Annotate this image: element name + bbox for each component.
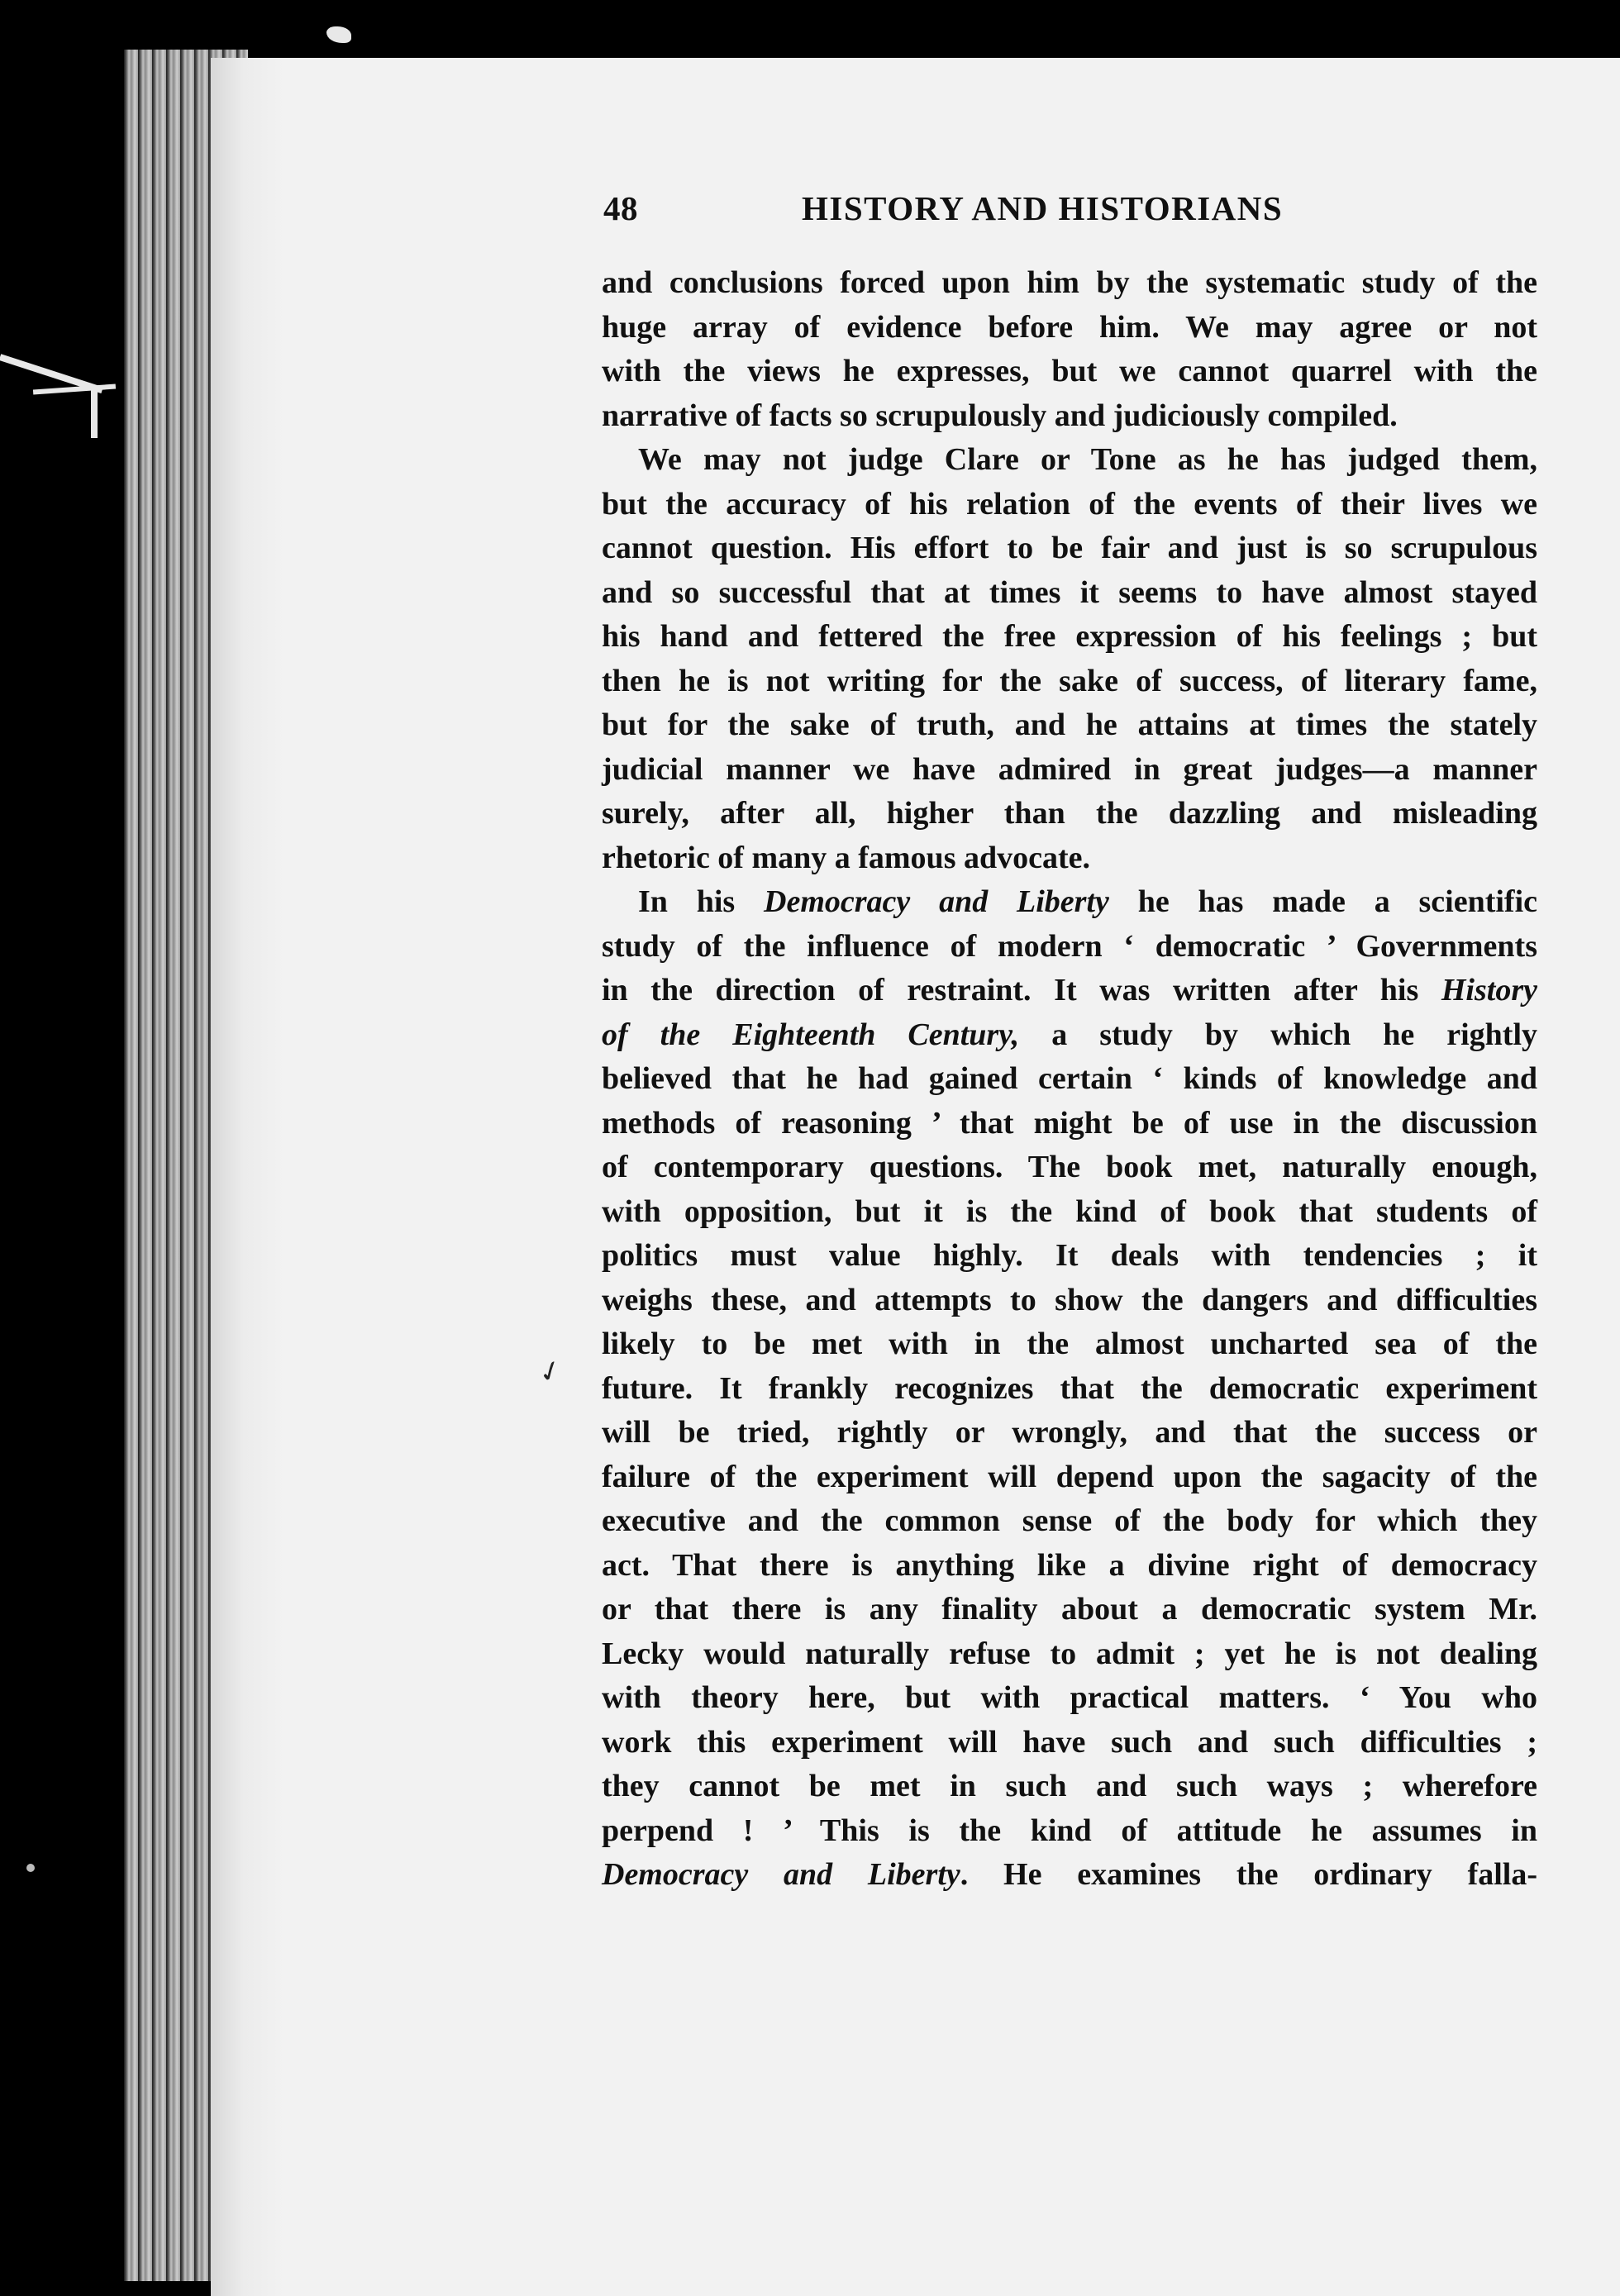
text-line: weighs these, and attempts to show the dangers and difficulties xyxy=(602,1282,1537,1317)
text-line: We may not judge Clare or Tone as he has judged them, xyxy=(638,442,1537,477)
paragraph-2 xyxy=(602,438,1537,880)
text-line: politics must value highly. It deals with tendencies ; it xyxy=(602,1238,1537,1273)
scan-artifact xyxy=(33,384,116,395)
text-line: work this experiment will have such and such difficulties ; xyxy=(602,1724,1537,1760)
text-line: likely to be met with in the almost uncharted sea of the xyxy=(602,1327,1537,1361)
text-line: then he is not writing for the sake of success, of literary fame, xyxy=(602,663,1537,698)
text-line: Democracy and Liberty. He examines the ordinary falla- xyxy=(602,1857,1537,1892)
text-line: future. It frankly recognizes that the democratic experiment xyxy=(602,1370,1537,1406)
scan-artifact xyxy=(26,1864,35,1872)
text-line: judicial manner we have admired in great judges—a manner xyxy=(602,751,1537,787)
paragraph-3 xyxy=(602,880,1537,1898)
italic-title: Democracy and Liberty xyxy=(602,1857,960,1892)
text-line: surely, after all, higher than the dazzling and misleading xyxy=(602,796,1537,831)
italic-title: Democracy and Liberty xyxy=(764,884,1109,919)
italic-title: History xyxy=(1441,973,1537,1007)
italic-title: of the Eighteenth Century, xyxy=(602,1017,1020,1052)
text-line: or that there is any finality about a democratic system Mr. xyxy=(602,1592,1537,1627)
text-line: of the Eighteenth Century, a study by which he rightly xyxy=(602,1017,1537,1052)
text-line: act. That there is anything like a divine right of democracy xyxy=(602,1547,1537,1583)
text-line: will be tried, rightly or wrongly, and that the success or xyxy=(602,1415,1537,1450)
text-line: and so successful that at times it seems to have almost stayed xyxy=(602,574,1537,610)
text-line: with theory here, but with practical matters. ‘ You who xyxy=(602,1680,1537,1715)
text-line: in the direction of restraint. It was written after his History xyxy=(602,973,1537,1007)
page-header xyxy=(603,188,1347,238)
body-text xyxy=(602,261,1537,1898)
text-line: executive and the common sense of the body for which they xyxy=(602,1503,1537,1538)
text-line: narrative of facts so scrupulously and judiciously compiled. xyxy=(602,398,1398,433)
text-line: with opposition, but it is the kind of book that students of xyxy=(602,1193,1537,1229)
scan-artifact xyxy=(91,388,98,438)
text-line: with the views he expresses, but we cannot quarrel with the xyxy=(602,354,1537,388)
scan-artifact xyxy=(326,26,351,43)
text-line: but for the sake of truth, and he attains at times the stately xyxy=(602,707,1537,742)
text-line: perpend ! ’ This is the kind of attitude he assumes in xyxy=(602,1813,1537,1848)
paragraph-1 xyxy=(602,261,1537,438)
page-number: 48 xyxy=(603,189,638,227)
text-line: and conclusions forced upon him by the systematic study of the xyxy=(602,265,1537,300)
text-line: huge array of evidence before him. We may agree or not xyxy=(602,309,1537,345)
text-line: study of the influence of modern ‘ democratic ’ Governments xyxy=(602,928,1537,964)
text-line: cannot question. His effort to be fair and just is so scrupulous xyxy=(602,531,1537,565)
text-line: failure of the experiment will depend upon the sagacity of the xyxy=(602,1459,1537,1494)
running-head: HISTORY AND HISTORIANS xyxy=(802,189,1284,227)
text-line: of contemporary questions. The book met, naturally enough, xyxy=(602,1150,1537,1184)
text-line: believed that he had gained certain ‘ kinds of knowledge and xyxy=(602,1061,1537,1096)
text-line: In his Democracy and Liberty he has made a scientific xyxy=(638,884,1538,919)
text-line: Lecky would naturally refuse to admit ; yet he is not dealing xyxy=(602,1636,1537,1671)
margin-tick-mark: ✓ xyxy=(533,1352,568,1392)
text-line: rhetoric of many a famous advocate. xyxy=(602,840,1091,875)
text-line: they cannot be met in such and such ways ; wherefore xyxy=(602,1769,1537,1803)
text-line: methods of reasoning ’ that might be of use in the discussion xyxy=(602,1105,1537,1141)
text-line: but the accuracy of his relation of the events of their lives we xyxy=(602,486,1537,522)
text-line: his hand and fettered the free expression of his feelings ; but xyxy=(602,619,1537,654)
